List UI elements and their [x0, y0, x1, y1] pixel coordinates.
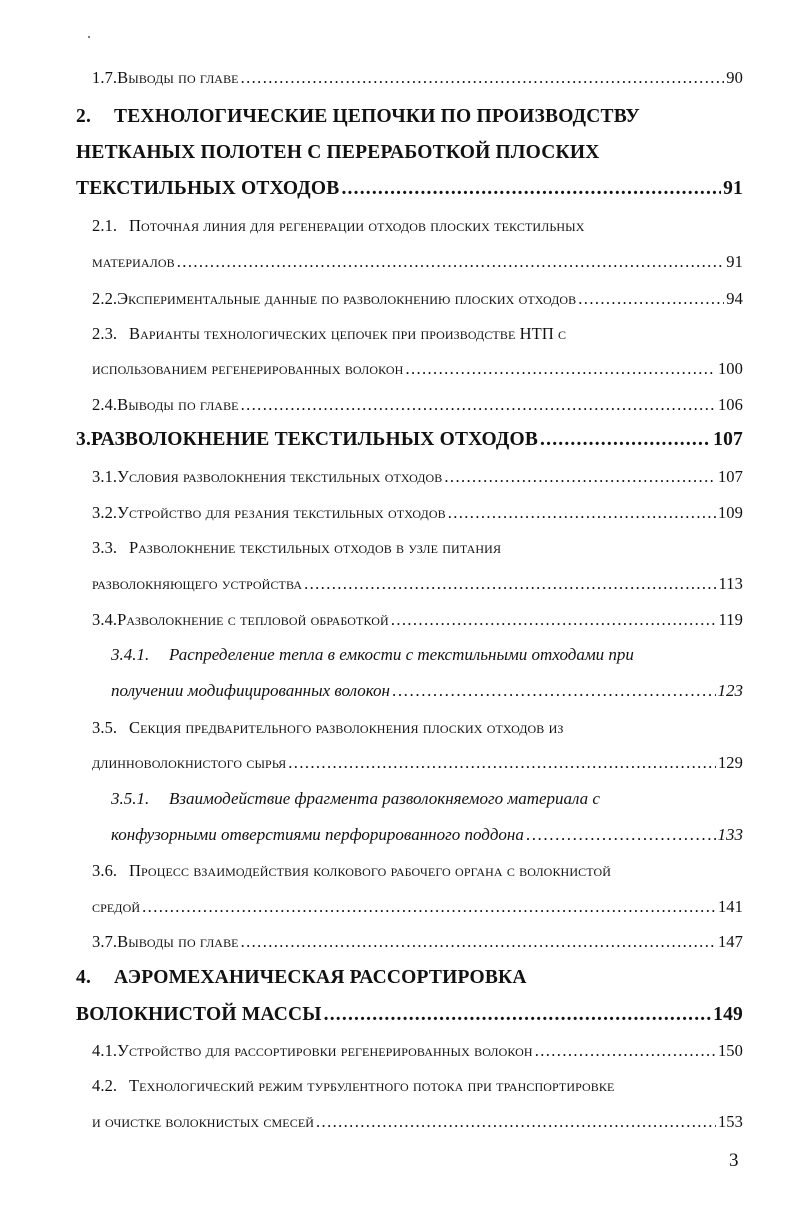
- toc-entry-1-7: [92, 68, 743, 88]
- toc-entry-number: 1.7.: [92, 68, 118, 87]
- toc-entry-title: Разволокнение текстильных отходов в узле питания: [129, 538, 502, 557]
- toc-entry-number: 3.5.1.: [111, 789, 150, 808]
- dot-leader: [241, 932, 716, 952]
- toc-entry-page: 107: [713, 429, 743, 450]
- toc-entry-page: 153: [717, 1112, 743, 1131]
- dot-leader: [540, 429, 711, 451]
- toc-entry-page: 113: [718, 574, 743, 593]
- toc-entry-3-4-1-line1: [111, 645, 634, 665]
- toc-entry-3-4: [92, 610, 743, 630]
- toc-entry-number: 4.1.: [92, 1041, 118, 1060]
- toc-chapter-4-line1: [76, 967, 527, 989]
- toc-entry-2-1-line1: [92, 216, 584, 236]
- toc-entry-page: 147: [717, 932, 743, 951]
- dot-leader: [304, 574, 716, 594]
- toc-chapter-2-line3: [76, 178, 743, 200]
- toc-chapter-title-cont: НЕТКАНЫХ ПОЛОТЕН С ПЕРЕРАБОТКОЙ ПЛОСКИХ: [76, 142, 600, 163]
- toc-chapter-number: 2.: [76, 106, 92, 127]
- toc-entry-3-4-1-line2: [111, 681, 743, 701]
- dot-leader: [392, 681, 716, 701]
- toc-entry-4-1: [92, 1041, 743, 1061]
- toc-entry-title: Выводы по главе: [117, 395, 239, 414]
- toc-entry-2-4: [92, 395, 743, 415]
- toc-entry-number: 3.3.: [92, 538, 118, 557]
- toc-entry-3-5-line2: [92, 753, 743, 773]
- toc-entry-number: 3.4.1.: [111, 645, 150, 664]
- dot-leader: [535, 1041, 716, 1061]
- toc-entry-title-cont: разволокняющего устройства: [92, 574, 303, 593]
- toc-entry-page: 100: [717, 359, 743, 378]
- toc-chapter-2-line2: [76, 142, 600, 164]
- toc-entry-title: Выводы по главе: [117, 68, 239, 87]
- toc-entry-title: Поточная линия для регенерации отходов плоских текстильных: [129, 216, 585, 235]
- toc-chapter-title-cont: ТЕКСТИЛЬНЫХ ОТХОДОВ: [76, 178, 340, 199]
- dot-leader: [177, 252, 725, 272]
- toc-entry-number: 3.1.: [92, 467, 118, 486]
- toc-entry-page: 129: [717, 753, 743, 772]
- toc-entry-title-cont: и очистке волокнистых смесей: [92, 1112, 315, 1131]
- toc-chapter-number: 3.: [76, 429, 92, 450]
- toc-chapter-2-line1: [76, 106, 640, 128]
- toc-entry-page: 123: [717, 681, 743, 700]
- toc-entry-number: 3.6.: [92, 861, 118, 880]
- toc-entry-page: 150: [717, 1041, 743, 1060]
- dot-leader: [405, 359, 716, 379]
- toc-chapter-3: [76, 429, 743, 451]
- toc-entry-page: 133: [717, 825, 743, 844]
- toc-entry-page: 90: [726, 68, 743, 87]
- toc-entry-3-6-line1: [92, 861, 611, 881]
- dot-leader: [526, 825, 716, 845]
- toc-entry-4-2-line2: [92, 1112, 743, 1132]
- toc-entry-2-2: [92, 289, 743, 309]
- toc-entry-title: Процесс взаимодействия колкового рабочего органа с волокнистой: [129, 861, 611, 880]
- dot-leader: [391, 610, 717, 630]
- toc-entry-number: 2.1.: [92, 216, 118, 235]
- toc-chapter-number: 4.: [76, 967, 92, 988]
- toc-entry-number: 3.7.: [92, 932, 118, 951]
- toc-entry-2-3-line1: [92, 324, 566, 344]
- dot-leader: [578, 289, 724, 309]
- toc-entry-title-cont: материалов: [92, 252, 175, 271]
- toc-entry-3-5-1-line2: [111, 825, 743, 845]
- toc-entry-number: 3.5.: [92, 718, 118, 737]
- toc-entry-page: 91: [723, 178, 743, 199]
- toc-entry-3-5-line1: [92, 718, 564, 738]
- toc-entry-number: 2.3.: [92, 324, 118, 343]
- toc-chapter-title-cont: ВОЛОКНИСТОЙ МАССЫ: [76, 1004, 322, 1025]
- toc-entry-title: Варианты технологических цепочек при производстве НТП с: [129, 324, 567, 343]
- dot-leader: [288, 753, 716, 773]
- toc-entry-3-2: [92, 503, 743, 523]
- toc-entry-page: 141: [717, 897, 743, 916]
- toc-entry-number: 2.4.: [92, 395, 118, 414]
- toc-entry-title: Распределение тепла в емкости с текстильными отходами при: [169, 645, 634, 664]
- dot-leader: [341, 178, 721, 200]
- toc-entry-3-7: [92, 932, 743, 952]
- toc-entry-title: Технологический режим турбулентного потока при транспортировке: [129, 1076, 615, 1095]
- toc-entry-title: Разволокнение с тепловой обработкой: [117, 610, 389, 629]
- dot-leader: [444, 467, 716, 487]
- toc-entry-title: Выводы по главе: [117, 932, 239, 951]
- dot-leader: [448, 503, 716, 523]
- toc-entry-page: 107: [717, 467, 743, 486]
- toc-entry-2-3-line2: [92, 359, 743, 379]
- toc-entry-title-cont: получении модифицированных волокон: [111, 681, 390, 700]
- toc-entry-title: Устройство для резания текстильных отходов: [117, 503, 446, 522]
- toc-entry-3-3-line1: [92, 538, 501, 558]
- toc-entry-number: 3.4.: [92, 610, 118, 629]
- toc-chapter-title: РАЗВОЛОКНЕНИЕ ТЕКСТИЛЬНЫХ ОТХОДОВ: [91, 429, 539, 450]
- toc-entry-title: Секция предварительного разволокнения плоских отходов из: [129, 718, 564, 737]
- toc-entry-page: 149: [713, 1004, 743, 1025]
- toc-entry-number: 3.2.: [92, 503, 118, 522]
- dot-leader: [324, 1004, 711, 1026]
- dot-leader: [142, 897, 716, 917]
- toc-entry-title-cont: средой: [92, 897, 141, 916]
- toc-chapter-title: АЭРОМЕХАНИЧЕСКАЯ РАССОРТИРОВКА: [114, 967, 527, 988]
- toc-entry-page: 109: [717, 503, 743, 522]
- toc-entry-3-6-line2: [92, 897, 743, 917]
- page-number: 3: [729, 1150, 739, 1171]
- toc-chapter-title: ТЕХНОЛОГИЧЕСКИЕ ЦЕПОЧКИ ПО ПРОИЗВОДСТВУ: [114, 106, 640, 127]
- toc-entry-page: 106: [717, 395, 743, 414]
- toc-entry-page: 119: [718, 610, 743, 629]
- toc-entry-title: Взаимодействие фрагмента разволокняемого материала с: [169, 789, 600, 808]
- toc-entry-title-cont: использованием регенерированных волокон: [92, 359, 404, 378]
- dot-leader: [316, 1112, 716, 1132]
- toc-entry-title-cont: длинноволокнистого сырья: [92, 753, 287, 772]
- toc-entry-title: Экспериментальные данные по разволокнению плоских отходов: [117, 289, 577, 308]
- toc-entry-2-1-line2: [92, 252, 743, 272]
- dot-leader: [241, 395, 716, 415]
- dot-leader: [241, 68, 725, 88]
- toc-entry-3-5-1-line1: [111, 789, 600, 809]
- toc-entry-3-1: [92, 467, 743, 487]
- scan-speck: [88, 36, 90, 38]
- toc-entry-3-3-line2: [92, 574, 743, 594]
- toc-entry-page: 91: [726, 252, 743, 271]
- toc-entry-title: Условия разволокнения текстильных отходов: [117, 467, 443, 486]
- toc-entry-title: Устройство для рассортировки регенерированных волокон: [117, 1041, 533, 1060]
- toc-entry-number: 4.2.: [92, 1076, 118, 1095]
- toc-entry-page: 94: [726, 289, 743, 308]
- toc-entry-number: 2.2.: [92, 289, 118, 308]
- toc-chapter-4-line2: [76, 1004, 743, 1026]
- toc-entry-4-2-line1: [92, 1076, 614, 1096]
- toc-entry-title-cont: конфузорными отверстиями перфорированного поддона: [111, 825, 524, 844]
